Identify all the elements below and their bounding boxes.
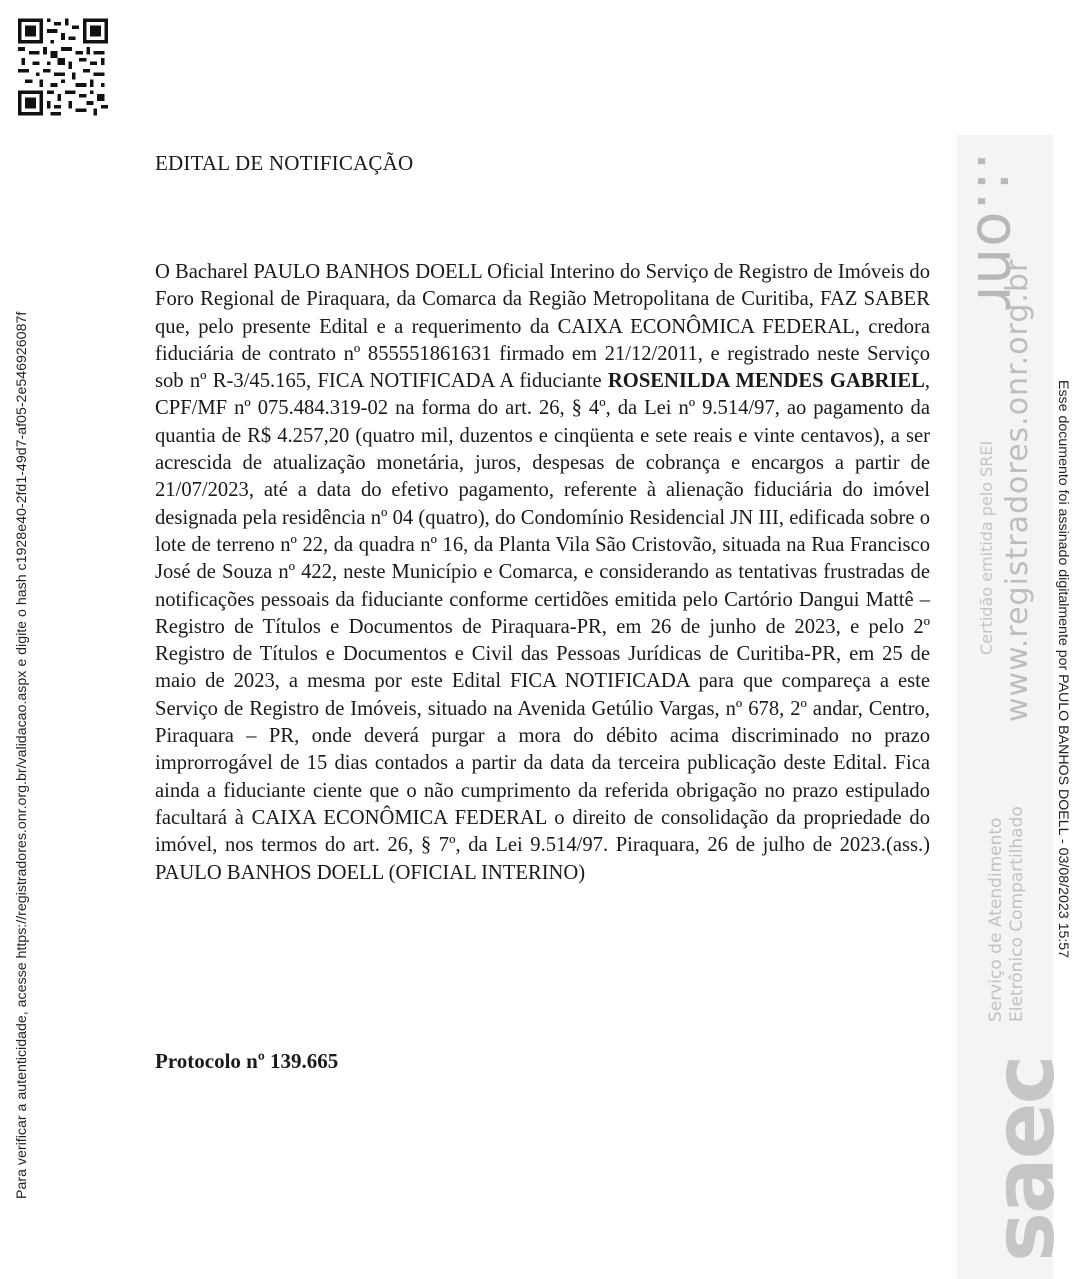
signature-note: Esse documento foi assinado digitalmente por PAULO BANHOS DOELL - 03/08/2023 15:57: [1055, 380, 1071, 959]
saec-logo: saec: [975, 1056, 1073, 1262]
seal-service-line-2: Eletrônico Compartilhado: [1007, 806, 1027, 1022]
seal-url: www.registradores.onr.org.br: [1000, 258, 1035, 722]
document-title: EDITAL DE NOTIFICAÇÃO: [155, 151, 414, 175]
debtor-name: ROSENILDA MENDES GABRIEL: [607, 370, 925, 393]
onr-logo: .:.onr: [964, 152, 1032, 311]
notice-body: [155, 259, 930, 887]
seal-certificate-note: Certidão emitida pelo SREI: [977, 440, 996, 655]
protocol-number: Protocolo nº 139.665: [155, 1049, 339, 1073]
qr-code: [18, 18, 108, 116]
notice-body-part2: , CPF/MF nº 075.484.319-02 na forma do art. 26, § 4º, da Lei nº 9.514/97, ao pagamento da quantia de R$ 4.257,20 (quatro mil, duzentos e cinqüenta e sete reais e vinte centavos), a ser acrescida de atualização monetária, juros, despesas de cobrança e encargos a partir de 21/07/2023, até a data do efetivo pagamento, referente à alienação fiduciária do imóvel designada pela residência nº 04 (quatro), do Condomínio Residencial JN III, edificada sobre o lote de terreno nº 22, da quadra nº 16, da Planta Vila São Cristovão, situada na Rua Francisco José de Souza nº 422, neste Município e Comarca, e considerando as tentativas frustradas de notificações pessoais da fiduciante conforme certidões emitida pelo Cartório Dangui Mattê – Registro de Títulos e Documentos de Piraquara-PR, em 26 de junho de 2023, e pelo 2º Registro de Títulos e Documentos e Civil das Pessoas Jurídicas de Curitiba-PR, em 25 de maio de 2023, a mesma por este Edital FICA NOTIFICADA para que compareça a este Serviço de Registro de Imóveis, situado na Avenida Getúlio Vargas, nº 678, 2º andar, Centro, Piraquara – PR, onde deverá purgar a mora do débito acima discriminado no prazo improrrogável de 15 dias contados a partir da data da terceira publicação deste Edital. Fica ainda a fiduciante ciente que o não cumprimento da referida obrigação no prazo estipulado facultará à CAIXA ECONÔMICA FEDERAL o direito de consolidação da propriedade do imóvel, nos termos do art. 26, § 7º, da Lei 9.514/97. Piraquara, 26 de julho de 2023.(ass.) PAULO BANHOS DOELL (OFICIAL INTERINO): [155, 370, 930, 884]
verification-note: Para verificar a autenticidade, acesse https://registradores.onr.org.br/validacao.aspx e digite o hash c1928e40-2fd1-49d7-af05-2e546926087f: [14, 311, 30, 1199]
notice-body-part1: O Bacharel PAULO BANHOS DOELL Oficial Interino do Serviço de Registro de Imóveis do Foro Regional de Piraquara, da Comarca da Região Metropolitana de Curitiba, FAZ SABER que, pelo presente Edital e a requerimento da CAIXA ECONÔMICA FEDERAL, credora fiduciária de contrato nº 855551861631 firmado em 21/12/2011, e registrado neste Serviço sob nº R-3/45.165, FICA NOTIFICADA A fiduciante: [155, 261, 930, 393]
seal-service-line-1: Serviço de Atendimento: [986, 817, 1006, 1022]
